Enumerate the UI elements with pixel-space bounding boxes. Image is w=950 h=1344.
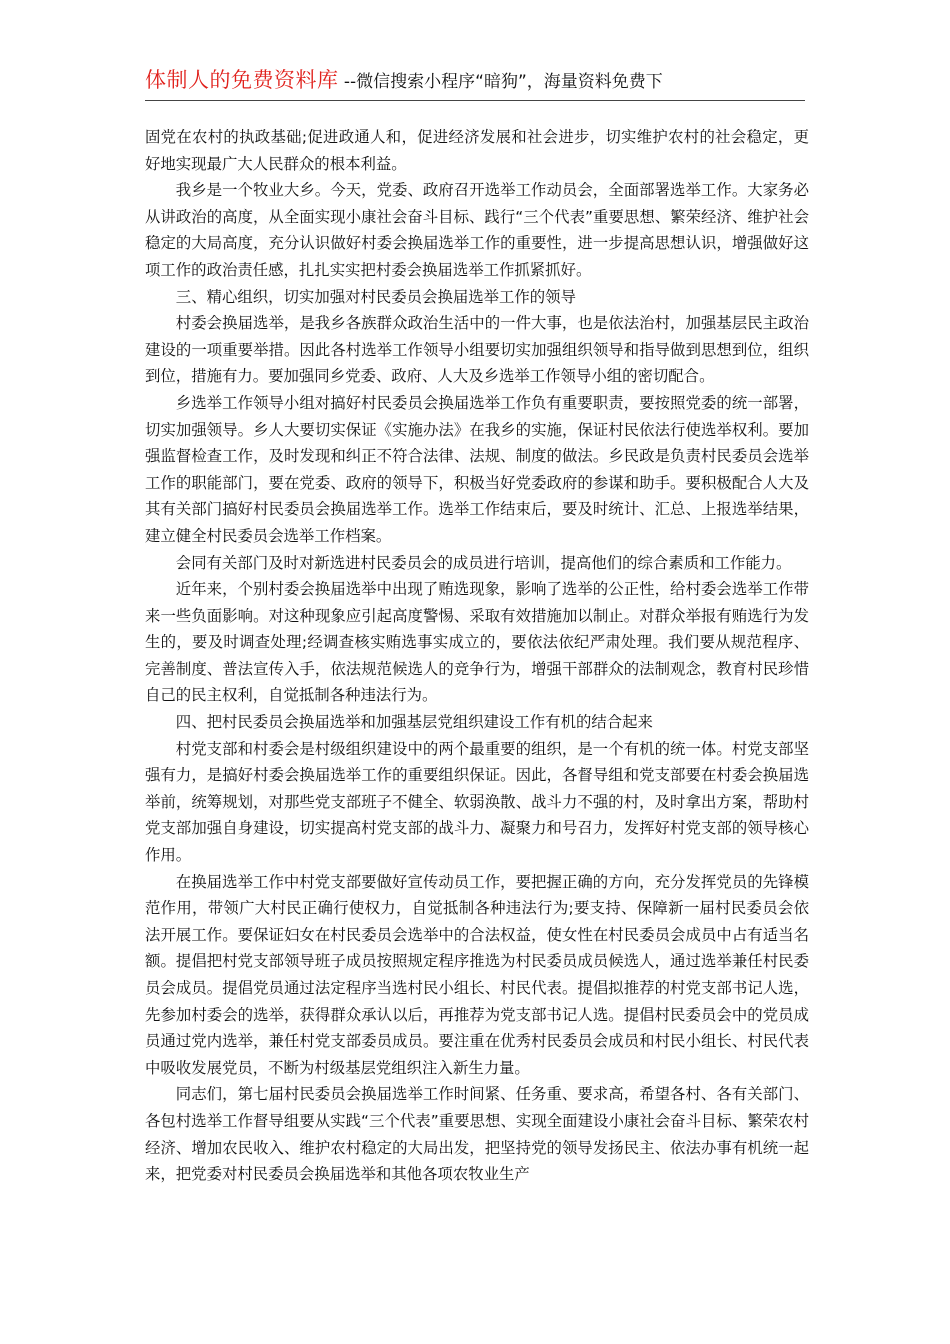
paragraph: 同志们，第七届村民委员会换届选举工作时间紧、任务重、要求高，希望各村、各有关部门、各包村选举工作督导组要从实践“三个代表”重要思想、实现全面建设小康社会奋斗目标、繁荣农村经济、增加农民收入、维护农村稳定的大局出发，把坚持党的领导发扬民主、依法办事有机统一起来，把党委对村民委员会换届选举和其他各项农牧业生产 — [145, 1085, 809, 1184]
header-brand: 体制人的免费资料库 — [145, 68, 339, 92]
paragraph: 固党在农村的执政基础;促进政通人和，促进经济发展和社会进步，切实维护农村的社会稳定，更好地实现最广大人民群众的根本利益。 — [145, 128, 809, 173]
paragraph: 村委会换届选举，是我乡各族群众政治生活中的一件大事，也是依法治村，加强基层民主政治建设的一项重要举措。因此各村选举工作领导小组要切实加强组织领导和指导做到思想到位，组织到位，措施有力。要加强同乡党委、政府、人大及乡选举工作领导小组的密切配合。 — [145, 314, 809, 386]
paragraph: 会同有关部门及时对新选进村民委员会的成员进行培训，提高他们的综合素质和工作能力。 — [175, 553, 792, 572]
paragraph: 村党支部和村委会是村级组织建设中的两个最重要的组织，是一个有机的统一体。村党支部坚强有力，是搞好村委会换届选举工作的重要组织保证。因此，各督导组和党支部要在村委会换届选举前，统筹规划，对那些党支部班子不健全、软弱涣散、战斗力不强的村，及时拿出方案，帮助村党支部加强自身建设，切实提高村党支部的战斗力、凝聚力和号召力，发挥好村党支部的领导核心作用。 — [145, 739, 809, 865]
paragraph: 我乡是一个牧业大乡。今天，党委、政府召开选举工作动员会，全面部署选举工作。大家务必从讲政治的高度，从全面实现小康社会奋斗目标、践行“三个代表”重要思想、繁荣经济、维护社会稳定的大局高度，充分认识做好村委会换届选举工作的重要性，进一步提高思想认识，增强做好这项工作的政治责任感，扎扎实实把村委会换届选举工作抓紧抓好。 — [145, 181, 809, 279]
paragraph: 近年来，个别村委会换届选举中出现了贿选现象，影响了选举的公正性，给村委会选举工作带来一些负面影响。对这种现象应引起高度警惕、采取有效措施加以制止。对群众举报有贿选行为发生的，要及时调查处理;经调查核实贿选事实成立的，要依法依纪严肃处理。我们要从规范程序、完善制度、普法宣传入手，依法规范候选人的竞争行为，增强干部群众的法制观念，教育村民珍惜自己的民主权利，自觉抵制各种违法行为。 — [145, 580, 809, 705]
document-body — [145, 124, 809, 1188]
paragraph: 乡选举工作领导小组对搞好村民委员会换届选举工作负有重要职责，要按照党委的统一部署，切实加强领导。乡人大要切实保证《实施办法》在我乡的实施，保证村民依法行使选举权利。要加强监督检查工作，及时发现和纠正不符合法律、法规、制度的做法。乡民政是负责村民委员会选举工作的职能部门，要在党委、政府的领导下，积极当好党委政府的参谋和助手。要积极配合人大及其有关部门搞好村民委员会换届选举工作。选举工作结束后，要及时统计、汇总、上报选举结果，建立健全村民委员会选举工作档案。 — [145, 393, 809, 545]
section-heading: 四、把村民委员会换届选举和加强基层党组织建设工作有机的结合起来 — [175, 713, 653, 732]
paragraph: 在换届选举工作中村党支部要做好宣传动员工作，要把握正确的方向，充分发挥党员的先锋模范作用，带领广大村民正确行使权力，自觉抵制各种违法行为;要支持、保障新一届村民委员会依法开展工作。要保证妇女在村民委员会选举中的合法权益，使女性在村民委员会成员中占有适当名额。提倡把村党支部领导班子成员按照规定程序推选为村民委员成员候选人，通过选举兼任村民委员会成员。提倡党员通过法定程序当选村民小组长、村民代表。提倡拟推荐的村党支部书记人选，先参加村委会的选举，获得群众承认以后，再推荐为党支部书记人选。提倡村民委员会中的党员成员通过党内选举，兼任村党支部委员成员。要注重在优秀村民委员会成员和村民小组长、村民代表中吸收发展党员，不断为村级基层党组织注入新生力量。 — [145, 872, 809, 1077]
section-heading: 三、精心组织，切实加强对村民委员会换届选举工作的领导 — [175, 287, 576, 306]
page-header — [145, 64, 805, 94]
header-tagline: --微信搜索小程序“暗狗”，海量资料免费下 — [338, 72, 663, 92]
header-divider — [145, 100, 805, 101]
